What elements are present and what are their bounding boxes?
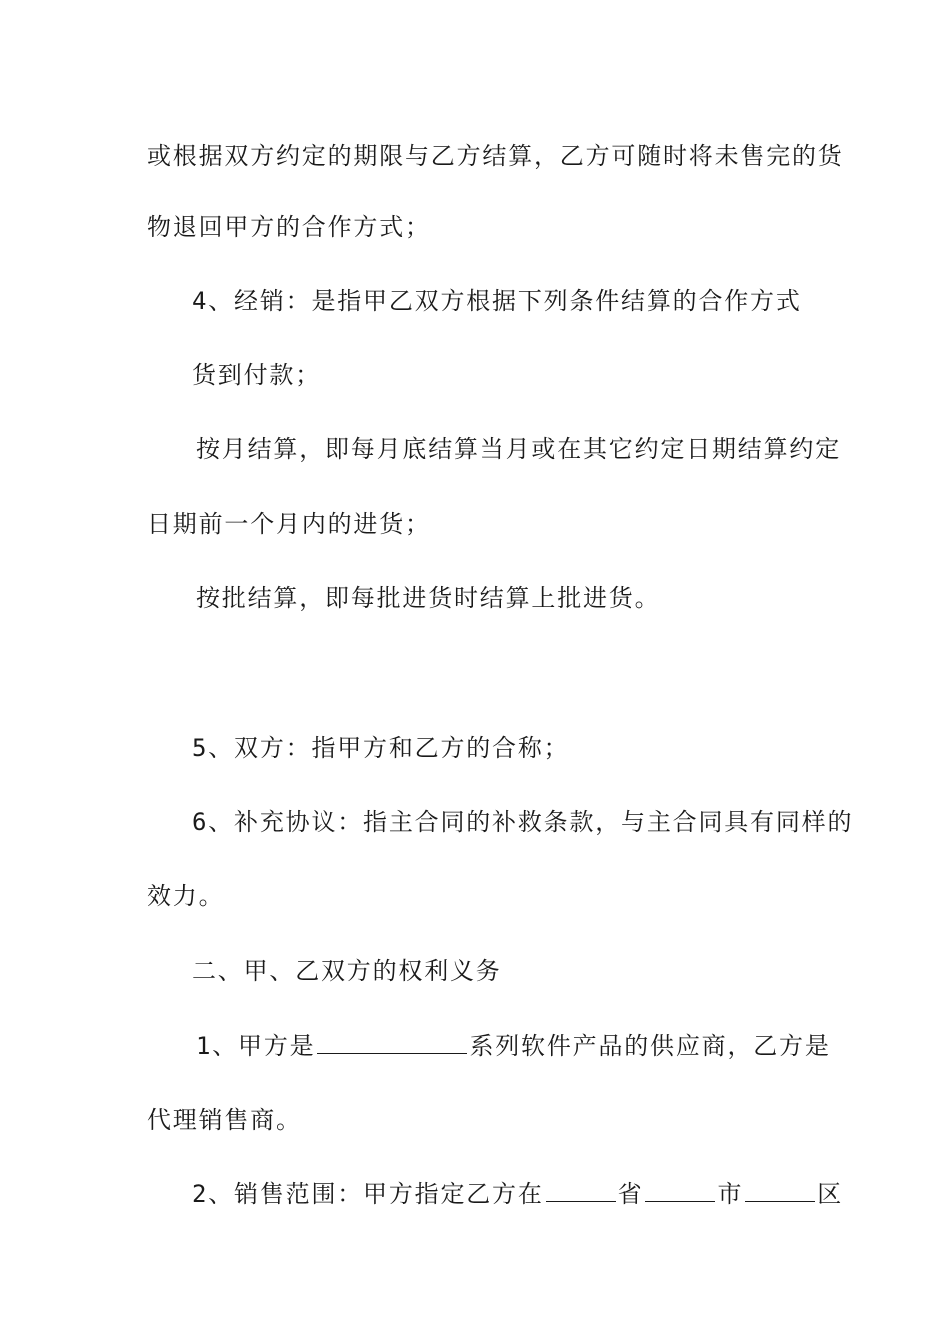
clause-2-prefix: 2、销售范围：甲方指定乙方在 [192,1180,544,1208]
district-label: 区 [817,1180,844,1208]
product-series-blank [317,1031,467,1054]
province-label: 省 [617,1180,644,1208]
definition-6-line: 6、补充协议：指主合同的补救条款，与主合同具有同样的 [192,808,854,836]
payment-option-line: 按月结算，即每月底结算当月或在其它约定日期结算约定 [196,435,841,463]
payment-option-line: 按批结算，即每批进货时结算上批进货。 [196,584,661,612]
clause-1-suffix: 系列软件产品的供应商，乙方是 [469,1032,831,1060]
clause-2-line [192,1178,852,1210]
definition-5-line: 5、双方：指甲方和乙方的合称； [192,734,570,762]
definition-4-line: 4、经销：是指甲乙双方根据下列条件结算的合作方式 [192,287,802,315]
paragraph-line: 日期前一个月内的进货； [147,510,431,538]
city-blank [645,1179,715,1202]
province-blank [546,1179,616,1202]
payment-option-line: 货到付款； [192,361,321,389]
section-heading: 二、甲、乙双方的权利义务 [192,957,502,985]
paragraph-line: 代理销售商。 [147,1106,302,1134]
paragraph-line: 效力。 [147,882,225,910]
city-label: 市 [717,1180,744,1208]
clause-1-prefix: 1、甲方是 [196,1032,316,1060]
clause-1-line [196,1030,856,1062]
paragraph-line: 物退回甲方的合作方式； [147,213,431,241]
district-blank [745,1179,815,1202]
paragraph-line: 或根据双方约定的期限与乙方结算，乙方可随时将未售完的货 [147,142,844,170]
